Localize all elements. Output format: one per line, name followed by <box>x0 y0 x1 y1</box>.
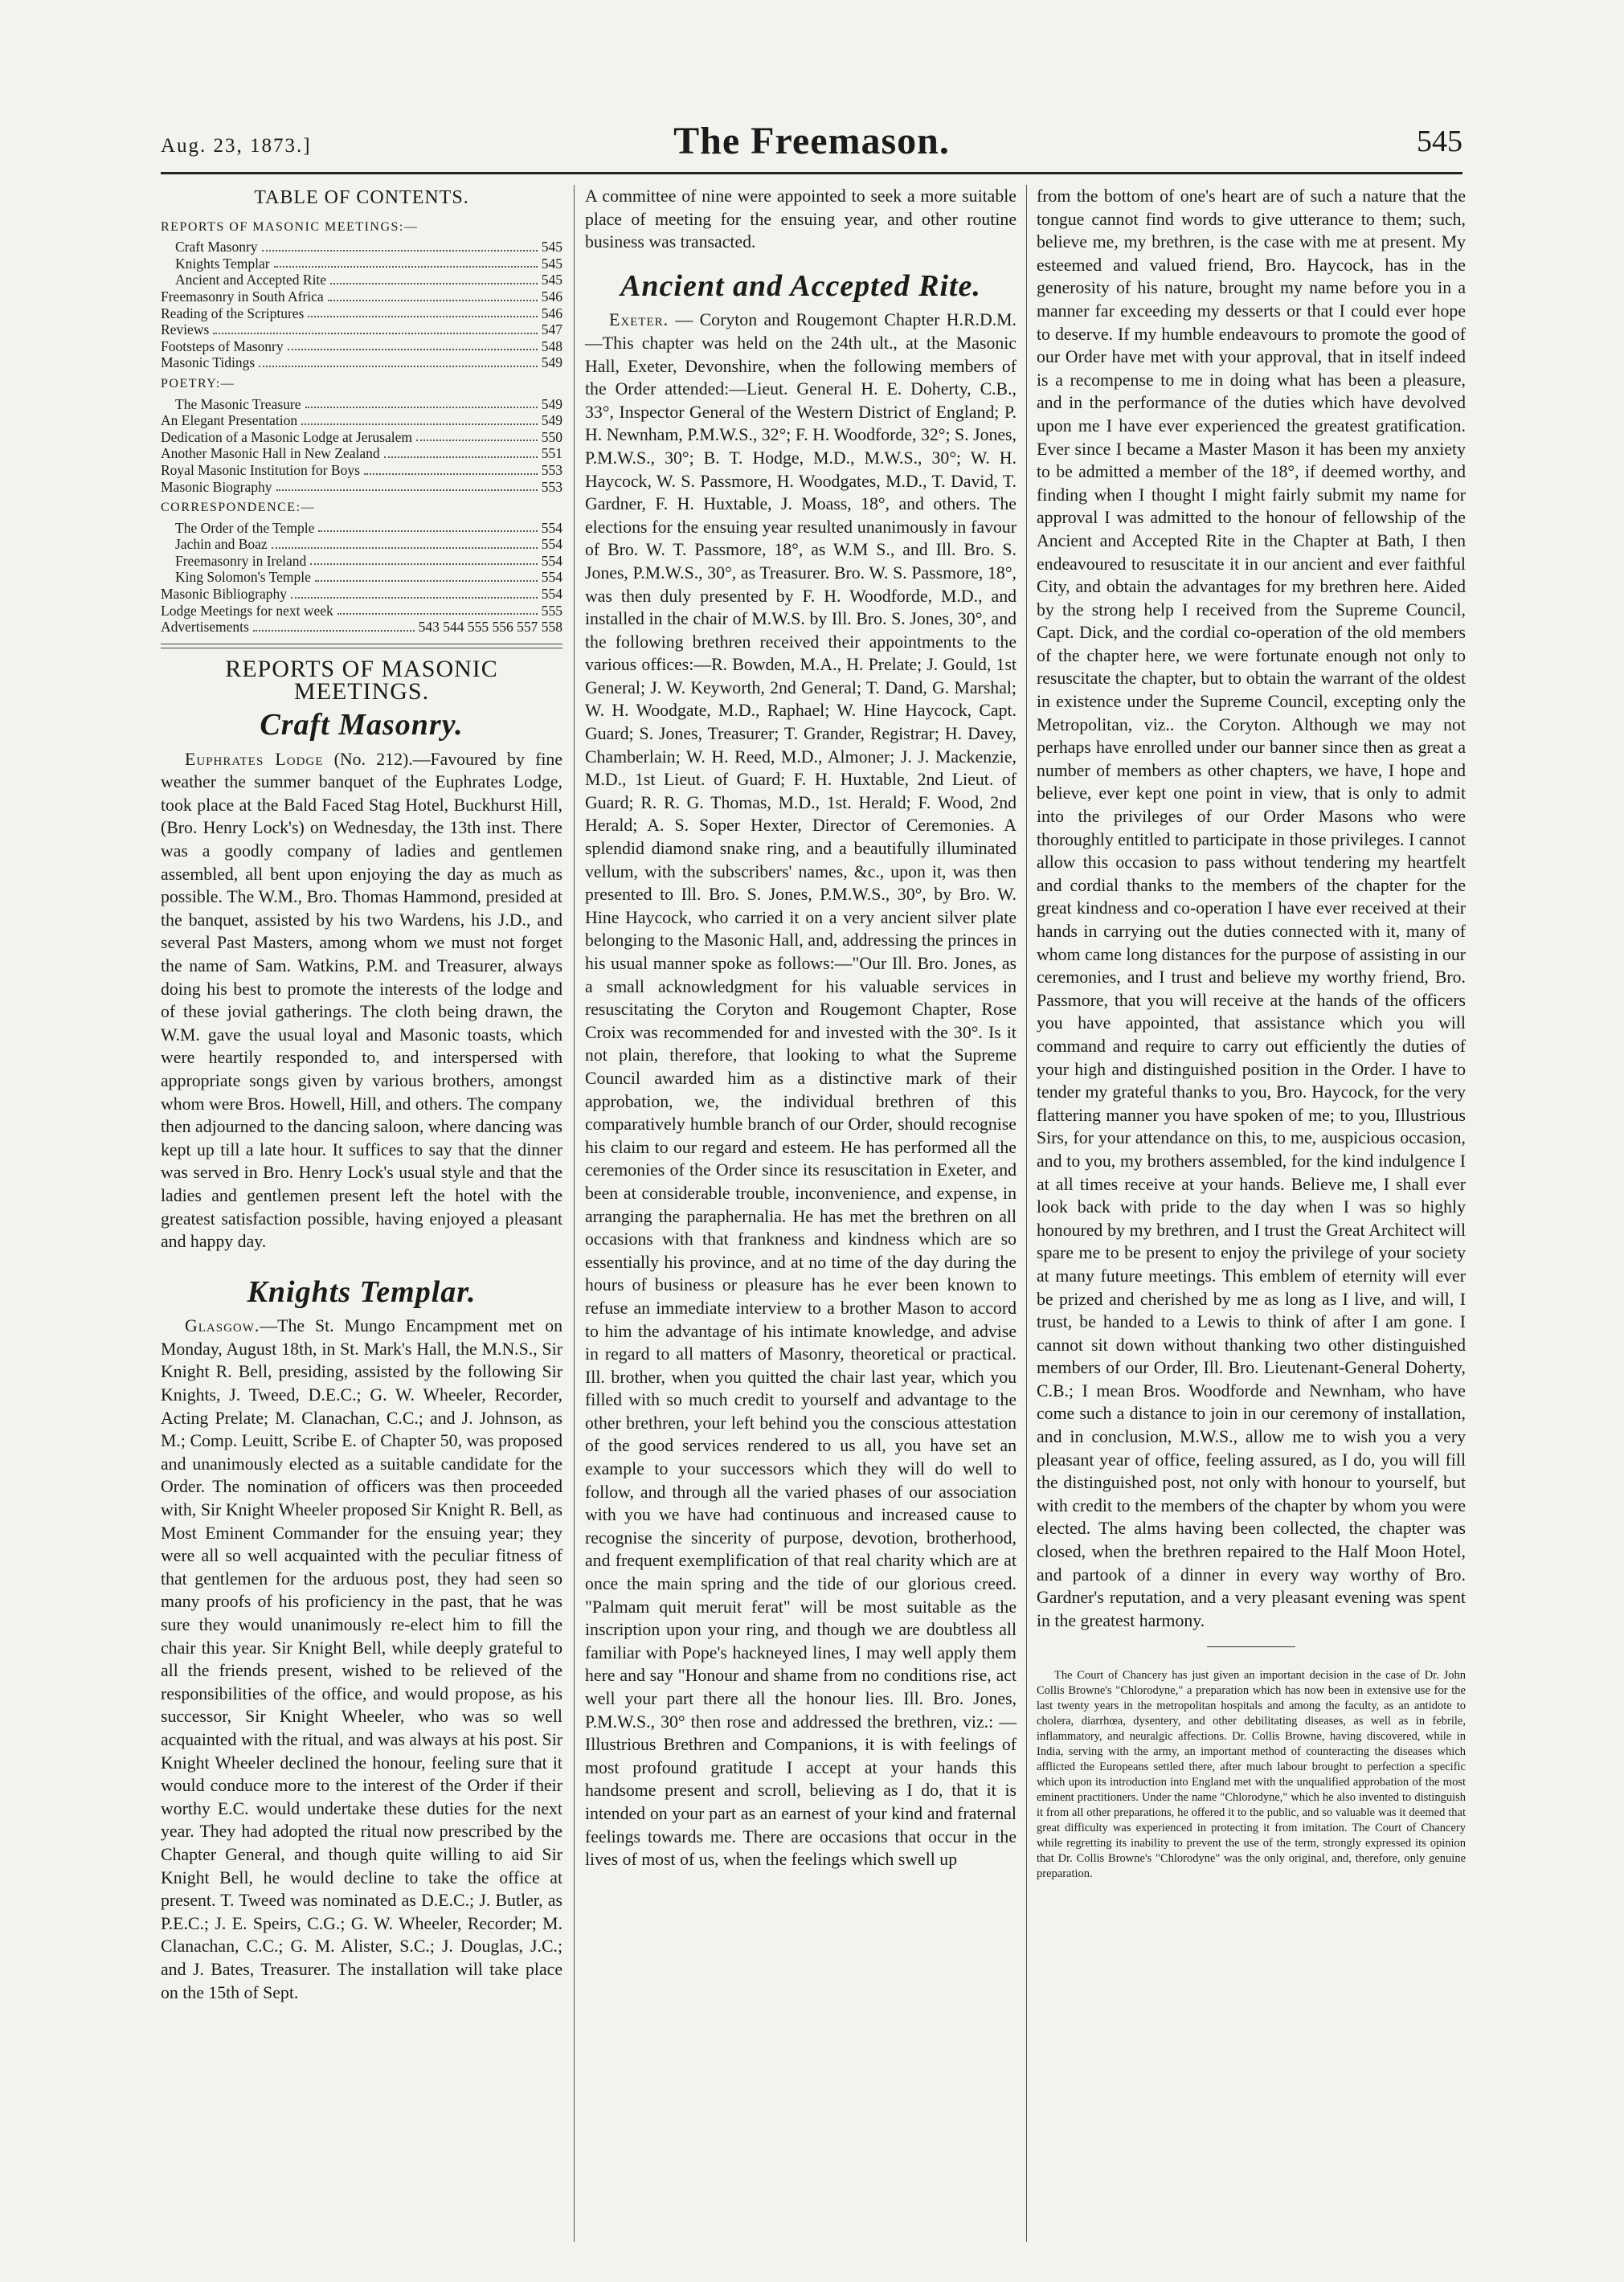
masthead <box>161 119 1462 161</box>
toc-group-heading: CORRESPONDENCE:— <box>161 501 316 515</box>
toc-entry-label: Advertisements <box>161 619 249 636</box>
toc-leader-dots <box>262 239 538 252</box>
toc-leader-dots <box>337 603 538 615</box>
toc-entry <box>161 338 562 355</box>
toc-leader-dots <box>384 445 538 458</box>
toc-entry-label: Ancient and Accepted Rite <box>175 272 327 288</box>
toc-leader-dots <box>291 586 538 599</box>
toc-entry-label: Footsteps of Masonry <box>161 337 284 354</box>
toc-entry <box>161 429 562 446</box>
toc-entry-label: Another Masonic Hall in New Zealand <box>161 445 380 462</box>
toc-entry-label: Freemasonry in South Africa <box>161 288 324 305</box>
toc-leader-dots <box>310 553 537 566</box>
report-lead: Glasgow. <box>185 1316 260 1336</box>
table-of-contents <box>161 216 562 636</box>
ancient-rite-report-continued: from the bottom of one's heart are of such a nature that the tongue cannot find words to give utterance to them; such, believe me, my brethren, is the case with me at present. My esteemed and valued friend, Bro. Haycock, has in the generosity of his nature, brought my name before you in a manner far exceeding my desserts or that I could ever hope to deserve. If my humble endeavours to promote the good of our Order have met with your approval, that in itself indeed is a recompense to me in doing what has been a pleasure, and in the performance of the duties which have devolved upon me I have ever experienced the greatest gratification. Ever since I became a Master Mason it has been my anxiety to be admitted a member of the 18°, if deemed worthy, and finding when I thought I might fairly submit my name for approval I was admitted to the honour of fellowship of the Ancient and Accepted Rite in the Chapter at Bath, I then endeavoured to resuscitate it in our ancient and ever faithful City, and obtain the advantages for my brethren here. Aided by the strong help I received from the Supreme Council, Capt. Dick, and the cordial co-operation of the old members of the chapter here, we were fortunate enough not only to resuscitate the chapter, but to obtain the warrant of the oldest in existence under the Supreme Council, excepting only the Metropolitan, viz.. the Coryton. Although we may not perhaps have enrolled under our banner since then as great a number of members as other chapters, we have, I hope and believe, ever kept one point in view, that is only to admit into the privileges of our Order Masons who were thoroughly entitled to participate in those privileges. I cannot allow this occasion to pass without tendering my heartfelt and cordial thanks to the members of the chapter for the great kindness and co-operation I have ever received at their hands in carrying out the duties connected with it, many of whom came long distances for the purpose of assisting in our ceremonies, and I trust and believe my worthy friend, Bro. Passmore, that you will receive at the hands of the officers you have appointed, that assistance which you will command and require to carry out efficiently the duties of your high and distinguished position in the Order. I have to tender my grateful thanks to you, Bro. Haycock, for the very flattering manner you have spoken of me; to you, Illustrious Sirs, for your attendance on this, to me, auspicious occasion, and to you, my brothers assembled, for the kind indulgence I at all times receive at your hands. Believe me, I shall ever look back with pride to the day when I was so highly honoured by my brethren, and I trust the Great Architect will spare me to be present to enjoy the privilege of your society at many future meetings. This emblem of eternity will ever be prized and cherished by me as long as I live, and will, I trust, be handed to a Lewis to think of after I am gone. I cannot sit down without thanking two other distinguished members of our Order, Ill. Bro. Lieutenant-General Doherty, C.B.; I mean Bros. Woodforde and Newnham, who have come such a distance to join in our ceremony of installation, and in conclusion, M.W.S., allow me to wish you a very pleasant year of office, feeling assured, as I do, you will fill the distinguished post, not only with honour to yourself, but with credit to the members of the chapter by whom you were elected. The alms having been collected, the chapter was closed, when the brethren repaired to the Half Moon Hotel, and partook of a dinner in every way worthy of Bro. Gardner's reputation, and a very pleasant evening was spent in the greatest harmony. <box>1037 186 1466 1630</box>
page-number: 545 <box>1417 125 1462 158</box>
toc-entry-page: 543 544 555 556 557 558 <box>418 619 562 636</box>
toc-entry <box>161 396 562 413</box>
toc-entry-label: Jachin and Boaz <box>175 536 268 553</box>
toc-entry-label: Craft Masonry <box>175 239 258 256</box>
toc-entry-label: The Order of the Temple <box>175 519 315 536</box>
toc-entry <box>161 603 562 620</box>
toc-entry-label: Masonic Bibliography <box>161 586 287 603</box>
craft-masonry-report: Euphrates Lodge (No. 212).—Favoured by fine weather the summer banquet of the Euphrates Lodge, took place at the Bald Faced Stag Hotel, Buckhurst Hill, (Bro. Henry Lock's) on Wednesday, the 13th inst. There was a goodly company of ladies and gentlemen assembled, all bent upon enjoying the day as much as possible. The W.M., Bro. Thomas Hammond, presided at the banquet, assisted by his two Wardens, his J.D., and several Past Masters, among whom we must not forget the name of Sam. Watkins, P.M. and Treasurer, always doing his best to promote the interests of the lodge and of these jovial gatherings. The cloth being drawn, the W.M. gave the usual loyal and Masonic toasts, which were heartily responded to, and interspersed with appropriate songs given by various brothers, amongst whom were Bros. Howell, Hill, and others. The company then adjourned to the dancing saloon, where dancing was kept up till a late hour. It suffices to say that the dinner was served in Bro. Henry Lock's usual style and that the ladies and gentlemen present left the hotel with the greatest satisfaction possible, having enjoyed a pleasant and happy day. <box>161 749 562 1252</box>
toc-entry-page: 554 <box>541 552 562 569</box>
toc-entry-label: King Solomon's Temple <box>175 569 311 586</box>
toc-entry-page: 546 <box>541 288 562 305</box>
report-lead: Euphrates Lodge <box>185 749 324 769</box>
toc-entry-label: Knights Templar <box>175 255 270 272</box>
toc-entry <box>161 321 562 338</box>
toc-leader-dots <box>301 412 538 425</box>
toc-divider <box>161 644 562 648</box>
toc-leader-dots <box>305 396 538 409</box>
toc-entry-page: 547 <box>541 321 562 338</box>
toc-leader-dots <box>416 429 538 442</box>
toc-entry <box>161 288 562 305</box>
toc-entry-label: Freemasonry in Ireland <box>175 552 307 569</box>
toc-entry <box>161 272 562 288</box>
toc-entry-label: Reading of the Scriptures <box>161 305 305 321</box>
toc-leader-dots <box>318 520 537 533</box>
toc-leader-dots <box>259 354 538 367</box>
toc-entry-page: 549 <box>541 412 562 429</box>
toc-entry-label: Dedication of a Masonic Lodge at Jerusalem <box>161 428 412 445</box>
toc-entry-page: 545 <box>541 239 562 256</box>
toc-entry <box>161 412 562 429</box>
toc-leader-dots <box>276 479 538 492</box>
toc-entry-page: 551 <box>541 445 562 462</box>
toc-leader-dots <box>364 462 538 475</box>
column-3 <box>1037 185 1466 1882</box>
chlorodyne-advertisement <box>1037 1668 1466 1882</box>
toc-entry-page: 555 <box>541 602 562 619</box>
toc-entry-page: 554 <box>541 586 562 603</box>
toc-leader-dots <box>213 321 537 334</box>
toc-title: TABLE OF CONTENTS. <box>254 187 469 208</box>
toc-entry-page: 554 <box>541 519 562 536</box>
toc-entry-label: An Elegant Presentation <box>161 412 298 429</box>
toc-entry-label: Reviews <box>161 321 210 338</box>
toc-entry-page: 548 <box>541 337 562 354</box>
committee-paragraph: A committee of nine were appointed to seek a more suitable place of meeting for the ensuing year, and other routine business was transacted. <box>585 186 1017 252</box>
advert-text: The Court of Chancery has just given an important decision in the case of Dr. John Collis Browne's "Chlorodyne," a preparation which has now been in extensive use for the last twenty years in the metropolitan hospitals and among the faculty, as an antidote to cholera, diarrhœa, dysentery, and other debilitating diseases, as well as in febrile, inflammatory, and neuralgic affections. Dr. Collis Browne, having discovered, while in India, serving with the army, an important method of counteracting the diseases which afflicted the Europeans settled there, after much labour brought to perfection a specific which upon its introduction into England met with the unqualified approbation of the most eminent practitioners. Under the name "Chlorodyne," which he also invented to distinguish it from all other preparations, he offered it to the public, and so valuable was it deemed that great difficulty was experienced in protecting it from imitation. The Court of Chancery while regretting its inability to prevent the use of the term, strongly expressed its opinion that Dr. Collis Browne's "Chlorodyne" was the only original, and, therefore, only genuine preparation. <box>1037 1669 1466 1881</box>
toc-leader-dots <box>328 288 538 301</box>
toc-leader-dots <box>272 536 538 549</box>
toc-entry-label: The Masonic Treasure <box>175 395 301 412</box>
toc-entry <box>161 239 562 256</box>
toc-entry <box>161 445 562 462</box>
toc-leader-dots <box>288 338 538 351</box>
toc-leader-dots <box>315 569 538 582</box>
column-divider <box>1026 185 1027 2242</box>
toc-group-heading: POETRY:— <box>161 376 235 391</box>
column-1 <box>161 185 562 2004</box>
advert-separator <box>1207 1646 1295 1647</box>
toc-entry <box>161 553 562 570</box>
toc-entry <box>161 462 562 479</box>
toc-leader-dots <box>274 256 538 268</box>
toc-leader-dots <box>253 619 415 632</box>
newspaper-title: The Freemason. <box>673 120 950 162</box>
toc-entry <box>161 569 562 586</box>
toc-leader-dots <box>330 272 538 284</box>
toc-entry <box>161 354 562 371</box>
toc-entry-page: 550 <box>541 428 562 445</box>
ancient-rite-heading: Ancient and Accepted Rite. <box>620 268 981 303</box>
masthead-rule <box>161 172 1462 174</box>
reports-title: REPORTS OF MASONIC MEETINGS. <box>225 655 498 705</box>
issue-date: Aug. 23, 1873.] <box>161 135 312 157</box>
toc-entry <box>161 586 562 603</box>
toc-entry-page: 545 <box>541 255 562 272</box>
toc-entry <box>161 256 562 272</box>
toc-entry-page: 554 <box>541 569 562 586</box>
toc-entry <box>161 520 562 537</box>
toc-entry-page: 549 <box>541 395 562 412</box>
toc-entry-page: 545 <box>541 272 562 288</box>
toc-entry-label: Lodge Meetings for next week <box>161 602 333 619</box>
toc-leader-dots <box>308 305 537 318</box>
toc-group-heading: REPORTS OF MASONIC MEETINGS:— <box>161 219 419 234</box>
craft-masonry-heading: Craft Masonry. <box>260 708 464 742</box>
toc-entry-label: Masonic Biography <box>161 478 272 495</box>
knights-templar-heading: Knights Templar. <box>247 1274 477 1309</box>
toc-entry-label: Royal Masonic Institution for Boys <box>161 461 360 478</box>
column-2 <box>585 185 1017 1871</box>
toc-entry-page: 549 <box>541 354 562 371</box>
knights-templar-report: Glasgow.—The St. Mungo Encampment met on Monday, August 18th, in St. Mark's Hall, the M.N.S., Sir Knight R. Bell, presiding, assisted by the following Sir Knights, J. Tweed, D.E.C.; G. W. Wheeler, Recorder, Acting Prelate; M. Clanachan, C.C.; and J. Johnson, as M.; Comp. Leuitt, Scribe E. of Chapter 50, was proposed and unanimously elected as a suitable candidate for the Order. The nomination of officers was then proceeded with, Sir Knight Wheeler proposed Sir Knight R. Bell, as Most Eminent Commander for the ensuing year; they were all so well acquainted with the peculiar fitness of that gentlemen for the arduous post, they had seen so many proofs of his proficiency in the past, that he was sure they would unanimously re-elect him to fill the chair this year. Sir Knight Bell, while deeply grateful to all the friends present, wished to be relieved of the responsibilities of the office, and would propose, as his successor, Sir Knight Wheeler, who was so well acquainted with the ritual, and was always at his post. Sir Knight Wheeler declined the honour, feeling sure that it would conduce more to the interest of the Order if their worthy E.C. would undertake these duties for the next year. They had adopted the ritual now prescribed by the Chapter General, and though quite willing to aid Sir Knight Bell, he would decline to take the office at present. T. Tweed was nominated as D.E.C.; J. Butler, as P.E.C.; J. E. Speirs, C.G.; G. W. Wheeler, Recorder; M. Clanachan, C.C.; G. M. Alister, S.C.; J. Douglas, J.C.; and J. Bates, Treasurer. The installation will take place on the 15th of Sept. <box>161 1316 563 2002</box>
toc-entry-page: 554 <box>541 536 562 553</box>
toc-entry-page: 546 <box>541 305 562 321</box>
toc-entry <box>161 619 562 636</box>
toc-entry-label: Masonic Tidings <box>161 354 256 371</box>
toc-entry-page: 553 <box>541 461 562 478</box>
report-lead: Exeter. <box>609 310 669 330</box>
ancient-rite-report: Exeter. — Coryton and Rougemont Chapter H.R.D.M.—This chapter was held on the 24th ult., at the Masonic Hall, Exeter, Devonshire, when the following members of the Order attended:—Lieut. General H. E. Doherty, C.B., 33°, Inspector General of the Western District of England; P. H. Newnham, P.M.W.S., 32°; F. H. Woodforde, 32°; S. Jones, P.M.W.S., 30°; B. T. Hodge, M.D., M.W.S., 30°; W. H. Haycock, W. S. Passmore, H. Woodgates, M.D., T. David, T. Gardner, F. H. Huxtable, J. Moass, 18°, and others. The elections for the ensuing year resulted unanimously in favour of Bro. W. T. Passmore, 18°, as W.M S., and Ill. Bro. S. Jones, P.M.W.S., 30°, as Treasurer. Bro. W. S. Passmore, 18°, was then duly presented by F. H. Woodforde, M.D., and installed in the chair of M.W.S. by Ill. Bro. S. Jones, 30°, and the following brethren received their appointments to the various offices:—R. Bowden, M.A., H. Prelate; J. Gould, 1st General; J. W. Keyworth, 2nd General; T. Dand, G. Marshal; W. H. Woodgate, M.D., Raphael; W. Hine Haycock, Capt. Guard; S. Jones, Treasurer; T. Grander, Registrar; H. Davey, Chamberlain; W. H. Reed, M.D., Almoner; J. J. Mackenzie, M.D., 1st Lieut. of Guard; F. H. Huxtable, 2nd Lieut. of Guard; R. R. G. Thomas, M.D., 1st. Herald; F. Wood, 2nd Herald; A. S. Soper Hexter, Director of Ceremonies. A splendid diamond snake ring, and a beautifully illuminated vellum, with the subscribers' names, &c., upon it, was then presented to Ill. Bro. S. Jones, P.M.W.S., 30°, by Bro. W. Hine Haycock, who carried it on a very ancient silver plate belonging to the Masonic Hall, and, addressing the princes in his usual manner spoke as follows:—"Our Ill. Bro. Jones, as a small acknowledgment for his valuable services in resuscitating the Coryton and Rougemont Chapter, Rose Croix was recommended for and invested with the 30°. Is it not plain, therefore, that looking to what the Supreme Council awarded him as a distinctive mark of their approbation, we, the individual brethren of this comparatively humble branch of our Order, should recognise his claim to our regard and esteem. He has performed all the ceremonies of the Order since its resuscitation in Exeter, and been at considerable trouble, inconvenience, and expense, in arranging the paraphernalia. He has met the brethren on all occasions with that frankness and kindness which are so essentially his province, and at no time of the day during the hours of business or pleasure has he ever been known to refuse an immediate interview to a brother Mason to accord to him the advantage of his intimate knowledge, and advise in regard to all matters of Masonry, theoretical or practical. Ill. brother, when you quitted the chair last year, which you filled with so much credit to yourself and advantage to the other brethren, your left behind you the conscious attestation of the good services rendered to us all, you have set an example to your successors which they will do well to follow, and through all the varied phases of our association with you we have had continuous and increased cause to recognise the sincerity of purpose, devotion, brotherhood, and frequent exemplification of that real charity which are at once the main spring and the tide of our glorious creed. "Palmam quit meruit ferat" will be most suitable as the inscription upon your ring, and though we are doubtless all familiar with Pope's hackneyed lines, I may well apply them here and say "Honour and shame from no conditions rise, act well your part there all the honour lies. Ill. Bro. Jones, P.M.W.S., 30° then rose and addressed the brethren, viz.: — Illustrious Brethren and Companions, it is with feelings of most profound gratitude I accept at your hands this handsome present and scroll, believing as I do, that it is intended on your part as an earnest of your kind and fraternal feelings towards me. There are occasions that occur in the lives of most of us, when the feelings which swell up <box>585 310 1017 1870</box>
toc-entry-page: 553 <box>541 478 562 495</box>
toc-entry <box>161 536 562 553</box>
toc-entry <box>161 305 562 322</box>
column-divider <box>574 185 575 2242</box>
toc-entry <box>161 479 562 496</box>
